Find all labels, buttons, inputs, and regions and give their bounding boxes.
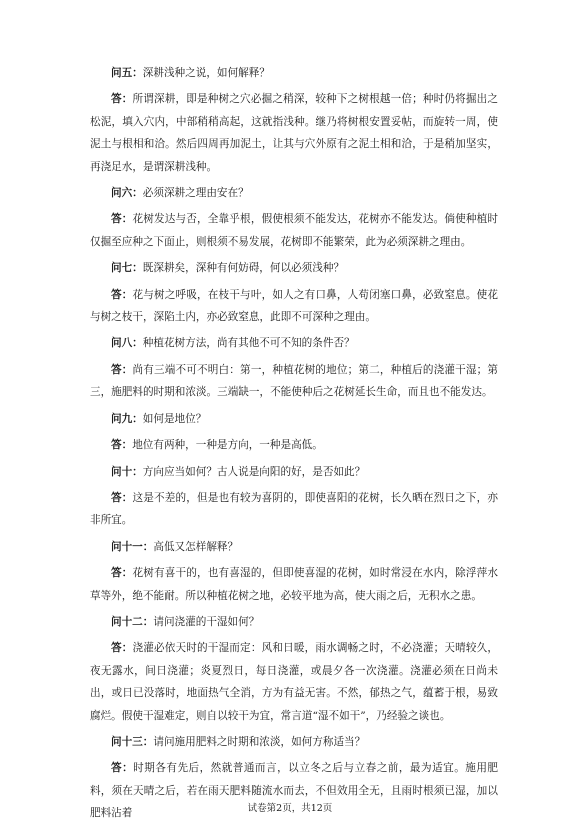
- item-text: 时期各有先后，然就普通而言，以立冬之后与立春之前，最为适宜。施用肥料，须在天晴之后，若在雨天肥料随流水而去，不但效用全无，且雨时根须已湿，加以肥料沾着: [90, 762, 499, 820]
- page-footer: 试卷第2页，共12页: [247, 803, 333, 814]
- item-text: 如何是地位？: [142, 412, 207, 425]
- question-paragraph: [90, 332, 498, 354]
- item-label: 答：: [111, 213, 133, 226]
- question-paragraph: [90, 182, 498, 204]
- item-text: 花树发达与否，全靠乎根，假使根须不能发达，花树亦不能发达。倘使种植时仅掘至应种之下面止，则根须不易发展，花树即不能繁荣，此为必须深耕之理由。: [90, 213, 499, 248]
- item-text: 地位有两种，一种是方向，一种是高低。: [132, 439, 323, 452]
- item-text: 尚有三端不可不明白：第一，种植花树的地位；第二，种植后的浇灌干湿；第三，施肥料的时期和浓淡。三端缺一，不能使种后之花树延长生命，而且也不能发达。: [90, 363, 499, 399]
- item-text: 既深耕矣，深种有何妨碍，何以必须浅种？: [142, 262, 345, 275]
- item-text: 高低又怎样解释？: [153, 540, 239, 553]
- answer-paragraph: [90, 637, 498, 727]
- answer-paragraph: [90, 208, 498, 253]
- item-label: 答：: [111, 288, 133, 301]
- item-text: 这是不差的，但是也有较为喜阴的，即使喜阳的花树，长久晒在烈日之下，亦非所宜。: [90, 491, 499, 527]
- item-label: 答：: [111, 491, 133, 504]
- answer-paragraph: [90, 757, 498, 824]
- item-text: 所谓深耕，即是种树之穴必掘之稍深，较种下之树根越一倍；种时仍将掘出之松泥，填入穴内，中部稍稍高起，这就指浅种。继乃将树根安置妥帖，而旋转一周，使泥土与根相和洽。然后四周再加泥土，让其与穴外原有之泥土相和洽，于是稍加坚实，再浇足水，是谓深耕浅种。: [90, 93, 499, 173]
- answer-paragraph: [90, 562, 498, 607]
- answer-paragraph: [90, 284, 498, 329]
- item-label: 答：: [111, 439, 133, 452]
- item-text: 请问浇灌的干湿如何？: [153, 615, 260, 628]
- item-label: 问六：: [111, 187, 143, 200]
- answer-paragraph: [90, 434, 498, 456]
- item-text: 种植花树方法，尚有其他不可不知的条件否？: [142, 337, 355, 350]
- answer-paragraph: [90, 88, 498, 178]
- item-text: 花树有喜干的，也有喜湿的，但即使喜湿的花树，如时常浸在水内，除浮萍水草等外，绝不能耐。所以种植花树之地，必较平地为高，使大雨之后，无积水之患。: [90, 567, 499, 602]
- qa-content: [90, 62, 498, 829]
- item-text: 请问施用肥料之时期和浓淡，如何方称适当？: [153, 735, 366, 748]
- item-label: 问九：: [111, 412, 143, 425]
- item-label: 答：: [111, 642, 133, 655]
- item-label: 答：: [111, 567, 133, 580]
- answer-paragraph: [90, 359, 498, 404]
- item-text: 方向应当如何？古人说是向阳的好，是否如此？: [142, 465, 366, 478]
- item-label: 问十一：: [111, 540, 154, 553]
- item-label: 问十二：: [111, 615, 154, 628]
- item-label: 答：: [111, 93, 133, 106]
- question-paragraph: [90, 536, 498, 558]
- item-text: 花与树之呼吸，在枝干与叶，如人之有口鼻，人苟闭塞口鼻，必致窒息。使花与树之枝干，深陷土内，亦必致窒息，此即不可深种之理由。: [90, 288, 499, 324]
- item-label: 问五：: [111, 67, 143, 79]
- item-label: 问十：: [111, 465, 143, 478]
- item-label: 答：: [111, 762, 134, 775]
- question-paragraph: [90, 62, 498, 84]
- item-label: 问十三：: [111, 735, 154, 748]
- question-paragraph: [90, 257, 498, 279]
- item-label: 答：: [111, 363, 133, 376]
- answer-paragraph: [90, 487, 498, 532]
- question-paragraph: [90, 461, 498, 483]
- item-text: 深耕浅种之说，如何解释？: [142, 67, 270, 79]
- question-paragraph: [90, 611, 498, 633]
- question-paragraph: [90, 408, 498, 430]
- item-label: 问八：: [111, 337, 143, 350]
- item-text: 浇灌必依天时的干湿而定：风和日暖，雨水调畅之时，不必浇灌；天晴较久，夜无露水，间日浇灌；炎夏烈日，每日浇灌，或晨夕各一次浇灌。浇灌必须在日尚未出，或日已没落时，地面热气全消，方为有益无害。不然，郁热之气，蕴蓄于根，易致腐烂。假使干湿难定，则自以较干为宜，常言道“湿不如干”，乃经验之谈也。: [90, 642, 499, 722]
- item-label: 问七：: [111, 262, 143, 275]
- item-text: 必须深耕之理由安在？: [142, 187, 249, 200]
- question-paragraph: [90, 731, 498, 753]
